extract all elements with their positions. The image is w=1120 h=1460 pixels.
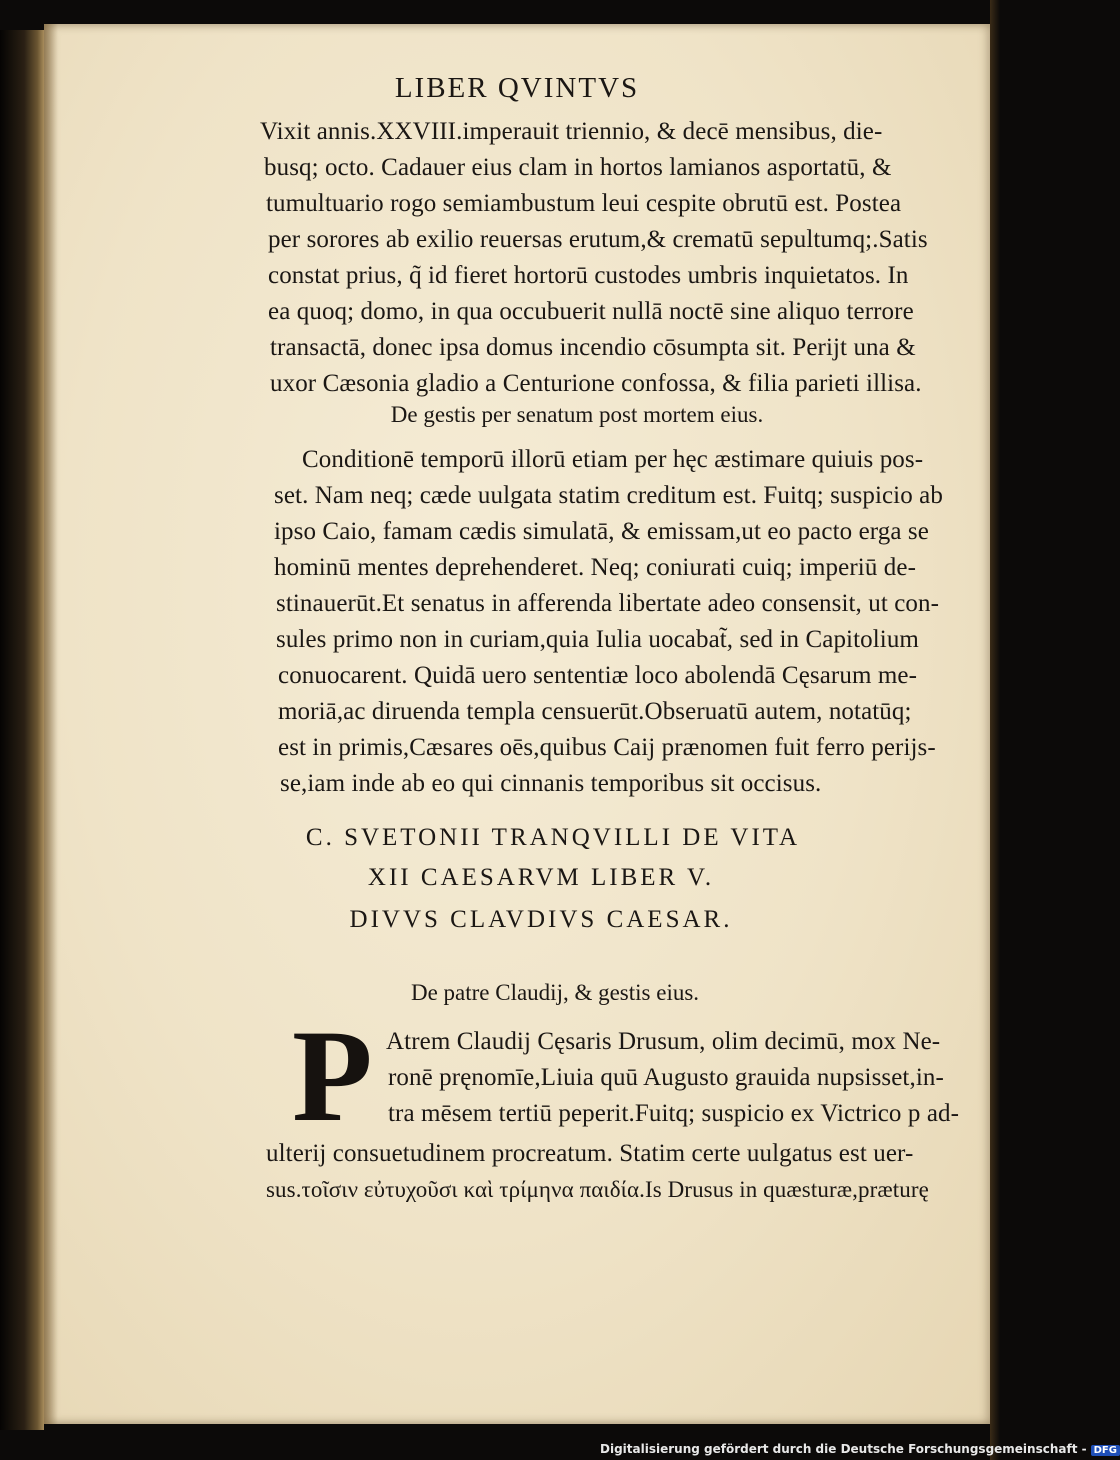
text-line: sules primo non in curiam,quia Iulia uocabat̃, sed in Capitolium — [276, 626, 919, 653]
footer-credit — [600, 1442, 1120, 1456]
book-page — [44, 24, 990, 1424]
text-line: est in primis,Cæsares oēs,quibus Caij prænomen fuit ferro perijs- — [278, 734, 936, 761]
section-subhead: De patre Claudij, & gestis eius. — [410, 980, 700, 1005]
text-line: uxor Cæsonia gladio a Centurione confossa, & filia parieti illisa. — [270, 370, 922, 397]
dfg-logo-icon: DFG — [1091, 1445, 1120, 1456]
text-line: set. Nam neq; cæde uulgata statim creditum est. Fuitq; suspicio ab — [274, 482, 943, 509]
text-line: Atrem Claudij Cęsaris Drusum, olim decimū, mox Ne- — [386, 1028, 941, 1055]
scan-top-margin — [0, 0, 1000, 26]
book-title-line: C. SVETONII TRANQVILLI DE VITA — [305, 824, 801, 851]
text-line: constat prius, q̃ id fieret hortorū custodes umbris inquietatos. In — [268, 262, 909, 289]
drop-cap-letter: P — [292, 1002, 373, 1149]
text-line: moriā,ac diruenda templa censuerūt.Obseruatū autem, notatūq; — [278, 698, 912, 725]
text-line: ronē pręnomīe,Liuia quū Augusto grauida nupsisset,in- — [388, 1064, 944, 1091]
book-title-line: XII CAESARVM LIBER V. — [367, 864, 715, 891]
scan-left-edge — [0, 30, 44, 1430]
text-line: sus.τοῖσιν εὐτυχοῦσι καὶ τρίμηνα παιδία.Is Drusus in quæsturæ,præturę — [266, 1177, 929, 1202]
section-subhead: De gestis per senatum post mortem eius. — [390, 402, 764, 427]
text-line: stinauerūt.Et senatus in afferenda libertate adeo consensit, ut con- — [276, 590, 940, 617]
text-line: Conditionē temporū illorū etiam per hęc æstimare quiuis pos- — [302, 446, 924, 473]
text-line: Vixit annis.XXVIII.imperauit triennio, & decē mensibus, die- — [260, 118, 883, 145]
text-line: se,iam inde ab eo qui cinnanis temporibus sit occisus. — [280, 770, 822, 797]
text-line: ipso Caio, famam cædis simulatā, & emissam,ut eo pacto erga se — [274, 518, 929, 545]
text-line: conuocarent. Quidā uero sententiæ loco abolendā Cęsarum me- — [278, 662, 918, 689]
book-title-line: DIVVS CLAVDIVS CAESAR. — [349, 906, 733, 933]
footer-text: Digitalisierung gefördert durch die Deutsche Forschungsgemeinschaft - — [600, 1442, 1087, 1456]
running-head: LIBER QVINTVS — [394, 72, 640, 104]
page-spine-shadow — [44, 24, 58, 1424]
text-line: busq; octo. Cadauer eius clam in hortos lamianos asportatū, & — [264, 154, 892, 181]
text-line: hominū mentes deprehenderet. Neq; coniurati cuiq; imperiū de- — [274, 554, 917, 581]
text-line: transactā, donec ipsa domus incendio cōsumpta sit. Perijt una & — [270, 334, 916, 361]
text-line: per sorores ab exilio reuersas erutum,& crematū sepultumq;.Satis — [268, 226, 928, 253]
text-line: tumultuario rogo semiambustum leui cespite obrutū est. Postea — [266, 190, 902, 217]
text-line: ea quoq; domo, in qua occubuerit nullā noctē sine aliquo terrore — [268, 298, 914, 325]
text-line: tra mēsem tertiū peperit.Fuitq; suspicio ex Victrico p ad- — [388, 1100, 960, 1127]
text-line: ulterij consuetudinem procreatum. Statim certe uulgatus est uer- — [266, 1140, 914, 1167]
scan-right-edge — [990, 0, 1000, 1460]
